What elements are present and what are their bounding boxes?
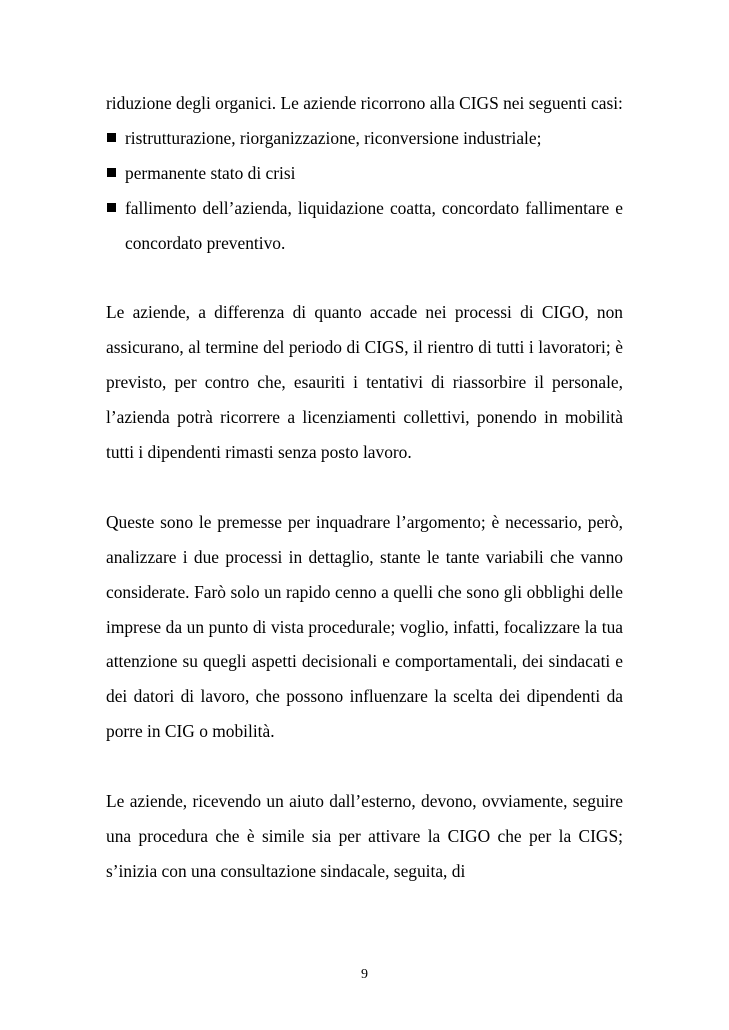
body-paragraph-procedure: Le aziende, ricevendo un aiuto dall’esterno, devono, ovviamente, seguire una procedura che è simile sia per attivare la CIGO che per la CIGS; s’inizia con una consultazione sindacale, seguita, di bbox=[106, 791, 623, 881]
square-bullet-icon bbox=[107, 203, 116, 212]
paragraph-spacer bbox=[106, 749, 623, 784]
paragraph-spacer bbox=[106, 261, 623, 296]
bullet-item-bankruptcy bbox=[106, 191, 623, 261]
bullet-text: permanente stato di crisi bbox=[125, 162, 296, 183]
document-page bbox=[106, 86, 623, 889]
square-bullet-icon bbox=[107, 168, 116, 177]
bullet-text: ristrutturazione, riorganizzazione, riconversione industriale; bbox=[125, 127, 542, 148]
bullet-item-restructuring bbox=[106, 121, 623, 156]
paragraph-spacer bbox=[106, 470, 623, 505]
bullet-item-crisis bbox=[106, 156, 623, 191]
body-paragraph-cigs-reentry: Le aziende, a differenza di quanto accade nei processi di CIGO, non assicurano, al termine del periodo di CIGS, il rientro di tutti i lavoratori; è previsto, per contro che, esauriti i tentativi di riassorbire il personale, l’azienda potrà ricorrere a licenziamenti collettivi, ponendo in mobilità tutti i dipendenti rimasti senza posto lavoro. bbox=[106, 302, 623, 463]
intro-paragraph: riduzione degli organici. Le aziende ricorrono alla CIGS nei seguenti casi: bbox=[106, 93, 623, 113]
page-number: 9 bbox=[361, 967, 368, 982]
cases-bullet-list bbox=[106, 121, 623, 261]
body-paragraph-premises: Queste sono le premesse per inquadrare l’argomento; è necessario, però, analizzare i due processi in dettaglio, stante le tante variabili che vanno considerate. Farò solo un rapido cenno a quelli che sono gli obblighi delle imprese da un punto di vista procedurale; voglio, infatti, focalizzare la tua attenzione su quegli aspetti decisionali e comportamentali, dei sindacati e dei datori di lavoro, che possono influenzare la scelta dei dipendenti da porre in CIG o mobilità. bbox=[106, 511, 623, 742]
bullet-text: fallimento dell’azienda, liquidazione coatta, concordato fallimentare e concordato preventivo. bbox=[125, 197, 623, 253]
square-bullet-icon bbox=[107, 133, 116, 142]
